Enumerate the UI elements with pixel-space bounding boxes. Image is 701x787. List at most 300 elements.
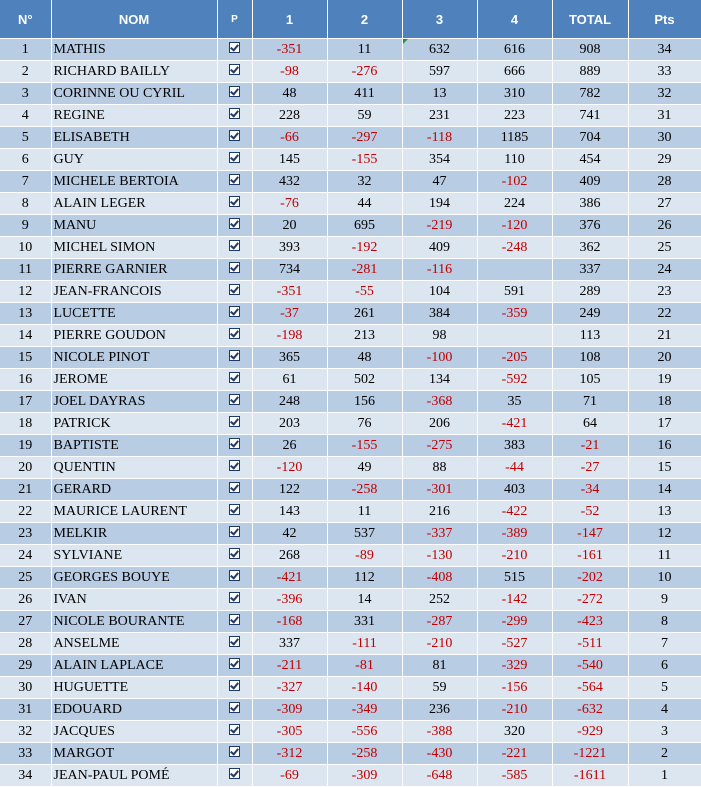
cell-round-3[interactable]: 597 <box>402 61 477 83</box>
cell-round-2[interactable]: 537 <box>327 523 402 545</box>
cell-round-3[interactable]: -100 <box>402 347 477 369</box>
cell-p[interactable] <box>217 83 252 105</box>
checkbox-checked-icon[interactable] <box>229 218 240 229</box>
cell-p[interactable] <box>217 127 252 149</box>
cell-round-3[interactable]: -430 <box>402 743 477 765</box>
cell-pts[interactable]: 2 <box>628 743 701 765</box>
cell-pts[interactable]: 15 <box>628 457 701 479</box>
cell-round-2[interactable]: -258 <box>327 479 402 501</box>
checkbox-checked-icon[interactable] <box>229 438 240 449</box>
cell-round-2[interactable]: -192 <box>327 237 402 259</box>
checkbox-checked-icon[interactable] <box>229 570 240 581</box>
cell-round-4[interactable]: 223 <box>477 105 552 127</box>
cell-round-3[interactable]: 81 <box>402 655 477 677</box>
cell-rank[interactable]: 4 <box>0 105 51 127</box>
cell-name[interactable]: PIERRE GARNIER <box>51 259 217 281</box>
cell-name[interactable]: EDOUARD <box>51 699 217 721</box>
checkbox-checked-icon[interactable] <box>229 746 240 757</box>
cell-pts[interactable]: 17 <box>628 413 701 435</box>
cell-round-3[interactable]: -118 <box>402 127 477 149</box>
cell-total[interactable]: 704 <box>552 127 628 149</box>
cell-round-1[interactable]: 42 <box>252 523 327 545</box>
cell-p[interactable] <box>217 61 252 83</box>
header-round-3[interactable]: 3 <box>402 0 477 39</box>
cell-round-2[interactable]: 411 <box>327 83 402 105</box>
cell-round-4[interactable]: 515 <box>477 567 552 589</box>
cell-round-3[interactable]: -130 <box>402 545 477 567</box>
cell-rank[interactable]: 15 <box>0 347 51 369</box>
cell-round-1[interactable]: -66 <box>252 127 327 149</box>
cell-round-2[interactable]: -111 <box>327 633 402 655</box>
cell-pts[interactable]: 14 <box>628 479 701 501</box>
cell-p[interactable] <box>217 39 252 61</box>
cell-rank[interactable]: 3 <box>0 83 51 105</box>
cell-pts[interactable]: 4 <box>628 699 701 721</box>
cell-total[interactable]: 889 <box>552 61 628 83</box>
cell-p[interactable] <box>217 721 252 743</box>
cell-p[interactable] <box>217 391 252 413</box>
cell-pts[interactable]: 13 <box>628 501 701 523</box>
checkbox-checked-icon[interactable] <box>229 262 240 273</box>
cell-round-3[interactable]: -368 <box>402 391 477 413</box>
cell-round-4[interactable]: 383 <box>477 435 552 457</box>
cell-round-3[interactable]: 206 <box>402 413 477 435</box>
checkbox-checked-icon[interactable] <box>229 130 240 141</box>
cell-total[interactable]: 337 <box>552 259 628 281</box>
cell-total[interactable]: -929 <box>552 721 628 743</box>
cell-round-4[interactable] <box>477 325 552 347</box>
cell-total[interactable]: 249 <box>552 303 628 325</box>
cell-total[interactable]: 741 <box>552 105 628 127</box>
cell-round-4[interactable]: -585 <box>477 765 552 787</box>
cell-round-2[interactable]: -55 <box>327 281 402 303</box>
cell-p[interactable] <box>217 435 252 457</box>
cell-round-1[interactable]: 734 <box>252 259 327 281</box>
cell-total[interactable]: -27 <box>552 457 628 479</box>
cell-p[interactable] <box>217 149 252 171</box>
cell-rank[interactable]: 18 <box>0 413 51 435</box>
cell-round-4[interactable]: -210 <box>477 699 552 721</box>
cell-round-3[interactable]: -408 <box>402 567 477 589</box>
cell-rank[interactable]: 25 <box>0 567 51 589</box>
cell-round-3[interactable]: 384 <box>402 303 477 325</box>
cell-pts[interactable]: 29 <box>628 149 701 171</box>
cell-round-4[interactable]: 666 <box>477 61 552 83</box>
checkbox-checked-icon[interactable] <box>229 504 240 515</box>
cell-name[interactable]: NICOLE BOURANTE <box>51 611 217 633</box>
cell-round-4[interactable]: 616 <box>477 39 552 61</box>
cell-round-1[interactable]: 365 <box>252 347 327 369</box>
cell-rank[interactable]: 8 <box>0 193 51 215</box>
cell-round-1[interactable]: 432 <box>252 171 327 193</box>
cell-round-3[interactable]: -287 <box>402 611 477 633</box>
cell-round-1[interactable]: -168 <box>252 611 327 633</box>
header-round-1[interactable]: 1 <box>252 0 327 39</box>
cell-round-1[interactable]: -120 <box>252 457 327 479</box>
cell-round-2[interactable]: 59 <box>327 105 402 127</box>
cell-total[interactable]: -34 <box>552 479 628 501</box>
header-pts[interactable]: Pts <box>628 0 701 39</box>
cell-rank[interactable]: 23 <box>0 523 51 545</box>
cell-total[interactable]: -540 <box>552 655 628 677</box>
cell-round-1[interactable]: -421 <box>252 567 327 589</box>
cell-total[interactable]: -272 <box>552 589 628 611</box>
cell-rank[interactable]: 5 <box>0 127 51 149</box>
cell-round-1[interactable]: -76 <box>252 193 327 215</box>
cell-round-2[interactable]: 11 <box>327 39 402 61</box>
cell-pts[interactable]: 11 <box>628 545 701 567</box>
cell-round-3[interactable]: 59 <box>402 677 477 699</box>
cell-pts[interactable]: 32 <box>628 83 701 105</box>
cell-total[interactable]: -1611 <box>552 765 628 787</box>
cell-p[interactable] <box>217 105 252 127</box>
cell-pts[interactable]: 24 <box>628 259 701 281</box>
cell-round-1[interactable]: 20 <box>252 215 327 237</box>
cell-round-4[interactable]: -210 <box>477 545 552 567</box>
cell-p[interactable] <box>217 303 252 325</box>
cell-round-3[interactable]: -337 <box>402 523 477 545</box>
cell-round-3[interactable]: 13 <box>402 83 477 105</box>
cell-p[interactable] <box>217 479 252 501</box>
header-nom[interactable]: NOM <box>51 0 217 39</box>
cell-round-4[interactable]: 310 <box>477 83 552 105</box>
cell-pts[interactable]: 8 <box>628 611 701 633</box>
cell-rank[interactable]: 11 <box>0 259 51 281</box>
cell-round-2[interactable]: 156 <box>327 391 402 413</box>
checkbox-checked-icon[interactable] <box>229 702 240 713</box>
cell-total[interactable]: -423 <box>552 611 628 633</box>
cell-round-2[interactable]: -556 <box>327 721 402 743</box>
cell-rank[interactable]: 12 <box>0 281 51 303</box>
cell-round-4[interactable]: 35 <box>477 391 552 413</box>
cell-p[interactable] <box>217 215 252 237</box>
cell-round-1[interactable]: -351 <box>252 39 327 61</box>
cell-p[interactable] <box>217 457 252 479</box>
cell-name[interactable]: MICHELE BERTOIA <box>51 171 217 193</box>
checkbox-checked-icon[interactable] <box>229 108 240 119</box>
cell-round-3[interactable]: 216 <box>402 501 477 523</box>
cell-name[interactable]: ALAIN LEGER <box>51 193 217 215</box>
checkbox-checked-icon[interactable] <box>229 680 240 691</box>
cell-round-2[interactable]: -309 <box>327 765 402 787</box>
cell-round-1[interactable]: 145 <box>252 149 327 171</box>
cell-round-1[interactable]: 61 <box>252 369 327 391</box>
cell-name[interactable]: MAURICE LAURENT <box>51 501 217 523</box>
cell-round-1[interactable]: -305 <box>252 721 327 743</box>
cell-total[interactable]: 409 <box>552 171 628 193</box>
cell-rank[interactable]: 28 <box>0 633 51 655</box>
cell-p[interactable] <box>217 369 252 391</box>
cell-round-4[interactable]: 110 <box>477 149 552 171</box>
cell-name[interactable]: NICOLE PINOT <box>51 347 217 369</box>
checkbox-checked-icon[interactable] <box>229 328 240 339</box>
cell-p[interactable] <box>217 677 252 699</box>
cell-total[interactable]: -161 <box>552 545 628 567</box>
checkbox-checked-icon[interactable] <box>229 350 240 361</box>
cell-round-3[interactable]: -388 <box>402 721 477 743</box>
cell-round-2[interactable]: 32 <box>327 171 402 193</box>
cell-round-3[interactable]: 134 <box>402 369 477 391</box>
cell-rank[interactable]: 17 <box>0 391 51 413</box>
cell-rank[interactable]: 32 <box>0 721 51 743</box>
cell-round-1[interactable]: 268 <box>252 545 327 567</box>
cell-round-1[interactable]: -211 <box>252 655 327 677</box>
cell-pts[interactable]: 6 <box>628 655 701 677</box>
cell-round-1[interactable]: 228 <box>252 105 327 127</box>
cell-round-2[interactable]: -140 <box>327 677 402 699</box>
cell-p[interactable] <box>217 259 252 281</box>
cell-rank[interactable]: 21 <box>0 479 51 501</box>
cell-pts[interactable]: 22 <box>628 303 701 325</box>
cell-name[interactable]: QUENTIN <box>51 457 217 479</box>
checkbox-checked-icon[interactable] <box>229 394 240 405</box>
cell-round-3[interactable]: -648 <box>402 765 477 787</box>
cell-rank[interactable]: 20 <box>0 457 51 479</box>
cell-name[interactable]: BAPTISTE <box>51 435 217 457</box>
cell-total[interactable]: 376 <box>552 215 628 237</box>
cell-round-1[interactable]: -351 <box>252 281 327 303</box>
cell-p[interactable] <box>217 501 252 523</box>
cell-round-3[interactable]: 98 <box>402 325 477 347</box>
cell-name[interactable]: MARGOT <box>51 743 217 765</box>
cell-name[interactable]: JEROME <box>51 369 217 391</box>
cell-pts[interactable]: 19 <box>628 369 701 391</box>
cell-name[interactable]: PIERRE GOUDON <box>51 325 217 347</box>
cell-total[interactable]: 454 <box>552 149 628 171</box>
cell-p[interactable] <box>217 633 252 655</box>
cell-total[interactable]: 386 <box>552 193 628 215</box>
checkbox-checked-icon[interactable] <box>229 196 240 207</box>
cell-p[interactable] <box>217 347 252 369</box>
cell-total[interactable]: -1221 <box>552 743 628 765</box>
cell-round-2[interactable]: 502 <box>327 369 402 391</box>
cell-name[interactable]: JACQUES <box>51 721 217 743</box>
cell-round-2[interactable]: 695 <box>327 215 402 237</box>
cell-round-4[interactable]: -359 <box>477 303 552 325</box>
cell-round-4[interactable]: -205 <box>477 347 552 369</box>
cell-rank[interactable]: 16 <box>0 369 51 391</box>
cell-name[interactable]: GEORGES BOUYE <box>51 567 217 589</box>
checkbox-checked-icon[interactable] <box>229 240 240 251</box>
cell-p[interactable] <box>217 193 252 215</box>
cell-round-3[interactable]: 236 <box>402 699 477 721</box>
cell-total[interactable]: 71 <box>552 391 628 413</box>
header-num[interactable]: N° <box>0 0 51 39</box>
cell-rank[interactable]: 34 <box>0 765 51 787</box>
cell-total[interactable]: 908 <box>552 39 628 61</box>
checkbox-checked-icon[interactable] <box>229 372 240 383</box>
cell-round-3[interactable]: 88 <box>402 457 477 479</box>
checkbox-checked-icon[interactable] <box>229 64 240 75</box>
checkbox-checked-icon[interactable] <box>229 636 240 647</box>
cell-pts[interactable]: 16 <box>628 435 701 457</box>
cell-name[interactable]: JEAN-PAUL POMÉ <box>51 765 217 787</box>
cell-total[interactable]: 289 <box>552 281 628 303</box>
cell-round-2[interactable]: 331 <box>327 611 402 633</box>
cell-name[interactable]: GUY <box>51 149 217 171</box>
cell-pts[interactable]: 34 <box>628 39 701 61</box>
cell-round-2[interactable]: -155 <box>327 149 402 171</box>
cell-pts[interactable]: 26 <box>628 215 701 237</box>
header-p[interactable]: P <box>217 0 252 39</box>
cell-round-2[interactable]: 44 <box>327 193 402 215</box>
cell-round-3[interactable]: 194 <box>402 193 477 215</box>
checkbox-checked-icon[interactable] <box>229 306 240 317</box>
cell-round-4[interactable]: -221 <box>477 743 552 765</box>
cell-name[interactable]: REGINE <box>51 105 217 127</box>
cell-round-4[interactable]: -102 <box>477 171 552 193</box>
cell-p[interactable] <box>217 655 252 677</box>
checkbox-checked-icon[interactable] <box>229 548 240 559</box>
cell-round-4[interactable]: -142 <box>477 589 552 611</box>
cell-round-2[interactable]: -349 <box>327 699 402 721</box>
cell-pts[interactable]: 25 <box>628 237 701 259</box>
cell-round-1[interactable]: -198 <box>252 325 327 347</box>
header-round-4[interactable]: 4 <box>477 0 552 39</box>
cell-p[interactable] <box>217 567 252 589</box>
checkbox-checked-icon[interactable] <box>229 416 240 427</box>
header-total[interactable]: TOTAL <box>552 0 628 39</box>
cell-round-2[interactable]: -155 <box>327 435 402 457</box>
cell-rank[interactable]: 29 <box>0 655 51 677</box>
cell-p[interactable] <box>217 545 252 567</box>
cell-total[interactable]: -511 <box>552 633 628 655</box>
cell-rank[interactable]: 7 <box>0 171 51 193</box>
cell-round-2[interactable]: 261 <box>327 303 402 325</box>
cell-total[interactable]: 105 <box>552 369 628 391</box>
cell-round-1[interactable]: 337 <box>252 633 327 655</box>
cell-round-3[interactable]: 231 <box>402 105 477 127</box>
cell-round-1[interactable]: 393 <box>252 237 327 259</box>
cell-p[interactable] <box>217 171 252 193</box>
cell-round-2[interactable]: 48 <box>327 347 402 369</box>
cell-rank[interactable]: 22 <box>0 501 51 523</box>
cell-round-1[interactable]: -312 <box>252 743 327 765</box>
cell-total[interactable]: 108 <box>552 347 628 369</box>
checkbox-checked-icon[interactable] <box>229 152 240 163</box>
checkbox-checked-icon[interactable] <box>229 658 240 669</box>
cell-p[interactable] <box>217 281 252 303</box>
cell-round-1[interactable]: -396 <box>252 589 327 611</box>
checkbox-checked-icon[interactable] <box>229 86 240 97</box>
cell-total[interactable]: 362 <box>552 237 628 259</box>
cell-round-2[interactable]: 76 <box>327 413 402 435</box>
cell-pts[interactable]: 9 <box>628 589 701 611</box>
cell-round-1[interactable]: -309 <box>252 699 327 721</box>
cell-pts[interactable]: 3 <box>628 721 701 743</box>
cell-round-1[interactable]: 248 <box>252 391 327 413</box>
cell-round-4[interactable]: -422 <box>477 501 552 523</box>
cell-round-4[interactable]: 224 <box>477 193 552 215</box>
cell-pts[interactable]: 5 <box>628 677 701 699</box>
cell-round-4[interactable]: -421 <box>477 413 552 435</box>
cell-rank[interactable]: 1 <box>0 39 51 61</box>
cell-name[interactable]: HUGUETTE <box>51 677 217 699</box>
checkbox-checked-icon[interactable] <box>229 614 240 625</box>
cell-rank[interactable]: 30 <box>0 677 51 699</box>
cell-p[interactable] <box>217 523 252 545</box>
cell-round-1[interactable]: 203 <box>252 413 327 435</box>
header-round-2[interactable]: 2 <box>327 0 402 39</box>
cell-round-4[interactable]: -120 <box>477 215 552 237</box>
cell-name[interactable]: MICHEL SIMON <box>51 237 217 259</box>
cell-round-4[interactable]: -527 <box>477 633 552 655</box>
cell-pts[interactable]: 33 <box>628 61 701 83</box>
cell-round-1[interactable]: 26 <box>252 435 327 457</box>
cell-round-1[interactable]: 122 <box>252 479 327 501</box>
cell-name[interactable]: RICHARD BAILLY <box>51 61 217 83</box>
cell-round-3[interactable]: -275 <box>402 435 477 457</box>
cell-total[interactable]: -632 <box>552 699 628 721</box>
cell-pts[interactable]: 28 <box>628 171 701 193</box>
cell-round-4[interactable] <box>477 259 552 281</box>
cell-round-3[interactable]: -301 <box>402 479 477 501</box>
cell-name[interactable]: GERARD <box>51 479 217 501</box>
cell-total[interactable]: 113 <box>552 325 628 347</box>
cell-pts[interactable]: 31 <box>628 105 701 127</box>
cell-round-3[interactable]: -210 <box>402 633 477 655</box>
cell-name[interactable]: IVAN <box>51 589 217 611</box>
checkbox-checked-icon[interactable] <box>229 768 240 779</box>
cell-p[interactable] <box>217 611 252 633</box>
cell-round-2[interactable]: 213 <box>327 325 402 347</box>
cell-round-4[interactable]: -248 <box>477 237 552 259</box>
cell-round-4[interactable]: 1185 <box>477 127 552 149</box>
cell-round-2[interactable]: -81 <box>327 655 402 677</box>
cell-round-3[interactable]: 252 <box>402 589 477 611</box>
cell-round-3[interactable]: 104 <box>402 281 477 303</box>
cell-rank[interactable]: 33 <box>0 743 51 765</box>
cell-name[interactable]: MELKIR <box>51 523 217 545</box>
checkbox-checked-icon[interactable] <box>229 42 240 53</box>
cell-round-4[interactable]: 320 <box>477 721 552 743</box>
cell-round-4[interactable]: -44 <box>477 457 552 479</box>
cell-name[interactable]: ALAIN LAPLACE <box>51 655 217 677</box>
cell-rank[interactable]: 10 <box>0 237 51 259</box>
cell-round-3[interactable]: 409 <box>402 237 477 259</box>
checkbox-checked-icon[interactable] <box>229 174 240 185</box>
cell-round-1[interactable]: -37 <box>252 303 327 325</box>
cell-rank[interactable]: 13 <box>0 303 51 325</box>
cell-total[interactable]: -52 <box>552 501 628 523</box>
cell-name[interactable]: PATRICK <box>51 413 217 435</box>
cell-round-4[interactable]: -329 <box>477 655 552 677</box>
cell-pts[interactable]: 30 <box>628 127 701 149</box>
cell-pts[interactable]: 23 <box>628 281 701 303</box>
cell-round-3[interactable]: -219 <box>402 215 477 237</box>
cell-name[interactable]: LUCETTE <box>51 303 217 325</box>
checkbox-checked-icon[interactable] <box>229 724 240 735</box>
cell-round-2[interactable]: 112 <box>327 567 402 589</box>
cell-total[interactable]: 782 <box>552 83 628 105</box>
cell-pts[interactable]: 18 <box>628 391 701 413</box>
cell-p[interactable] <box>217 325 252 347</box>
cell-round-4[interactable]: 591 <box>477 281 552 303</box>
cell-round-4[interactable]: -389 <box>477 523 552 545</box>
cell-rank[interactable]: 19 <box>0 435 51 457</box>
cell-rank[interactable]: 26 <box>0 589 51 611</box>
cell-name[interactable]: ANSELME <box>51 633 217 655</box>
cell-round-1[interactable]: 143 <box>252 501 327 523</box>
cell-round-4[interactable]: -156 <box>477 677 552 699</box>
cell-round-2[interactable]: -258 <box>327 743 402 765</box>
cell-total[interactable]: -202 <box>552 567 628 589</box>
checkbox-checked-icon[interactable] <box>229 526 240 537</box>
checkbox-checked-icon[interactable] <box>229 482 240 493</box>
cell-total[interactable]: -564 <box>552 677 628 699</box>
cell-round-3[interactable]: 47 <box>402 171 477 193</box>
cell-pts[interactable]: 27 <box>628 193 701 215</box>
